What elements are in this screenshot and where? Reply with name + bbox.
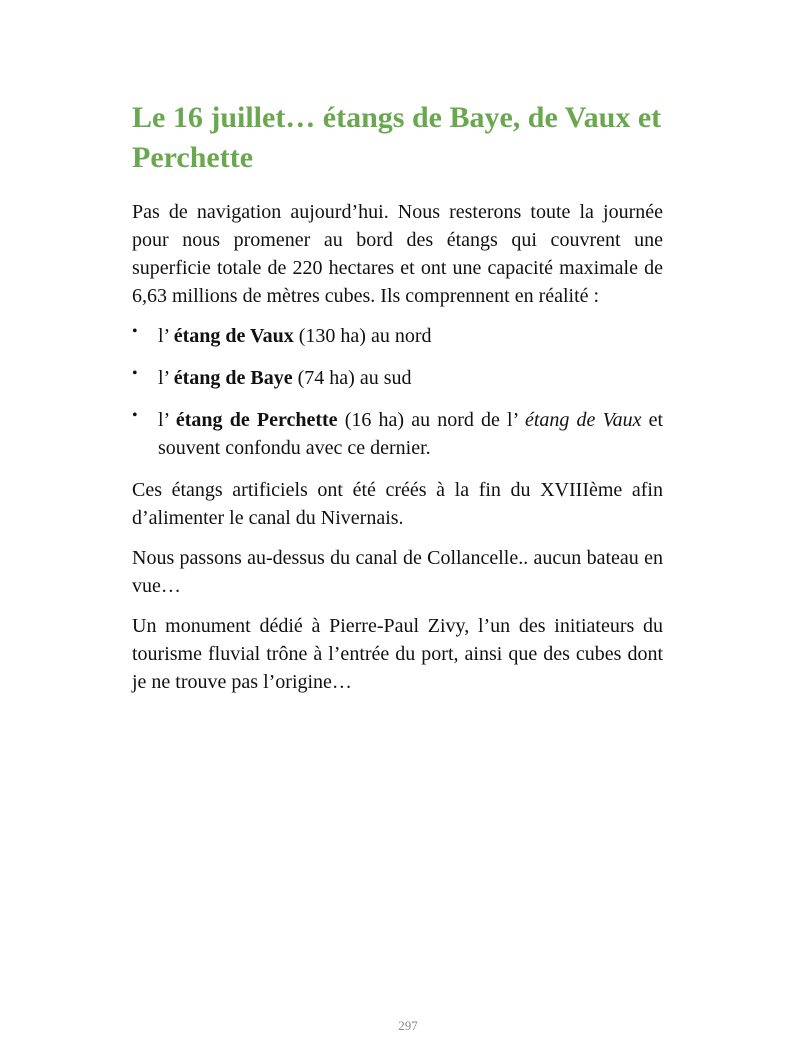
bullet-icon: •: [132, 365, 138, 382]
list-item-perchette: [132, 406, 663, 462]
list-item-name: étang de Baye: [173, 367, 293, 389]
pond-list: [132, 322, 663, 462]
list-item-baye: [132, 364, 663, 392]
list-item-name: étang de Perchette: [175, 409, 338, 431]
bullet-icon: •: [132, 323, 138, 340]
paragraph-origin: Ces étangs artificiels ont été créés à la fin du XVIIIème afin d’alimenter le canal du Nivernais.: [132, 479, 663, 529]
intro-paragraph: Pas de navigation aujourd’hui. Nous resterons toute la journée pour nous promener au bord des étangs qui couvrent une superficie totale de 220 hectares et ont une capacité maximale de 6,63 millions de mètres cubes. Ils comprennent en réalité :: [132, 201, 663, 307]
paragraph-monument: Un monument dédié à Pierre-Paul Zivy, l’un des initiateurs du tourisme fluvial trône à l’entrée du port, ainsi que des cubes dont je ne trouve pas l’origine…: [132, 615, 663, 693]
paragraph-canal: Nous passons au-dessus du canal de Collancelle.. aucun bateau en vue…: [132, 547, 663, 597]
list-item-detail: (74 ha) au sud: [292, 367, 412, 389]
list-item-prefix: l’: [158, 325, 174, 347]
list-item-prefix: l’: [158, 367, 174, 389]
page-number: 297: [398, 1018, 418, 1033]
list-item-detail: (16 ha) au nord de l’: [337, 409, 525, 431]
list-item-vaux: [132, 322, 663, 350]
list-item-detail: (130 ha) au nord: [293, 325, 432, 347]
page-content: [132, 98, 663, 708]
list-item-prefix: l’: [158, 409, 176, 431]
list-item-reference: étang de Vaux: [524, 409, 642, 431]
page-title: Le 16 juillet… étangs de Baye, de Vaux et Perchette: [132, 101, 662, 174]
bullet-icon: •: [132, 407, 138, 424]
list-item-name: étang de Vaux: [173, 325, 294, 347]
list-item-detail-end: et souvent confondu avec ce dernier.: [158, 409, 664, 459]
